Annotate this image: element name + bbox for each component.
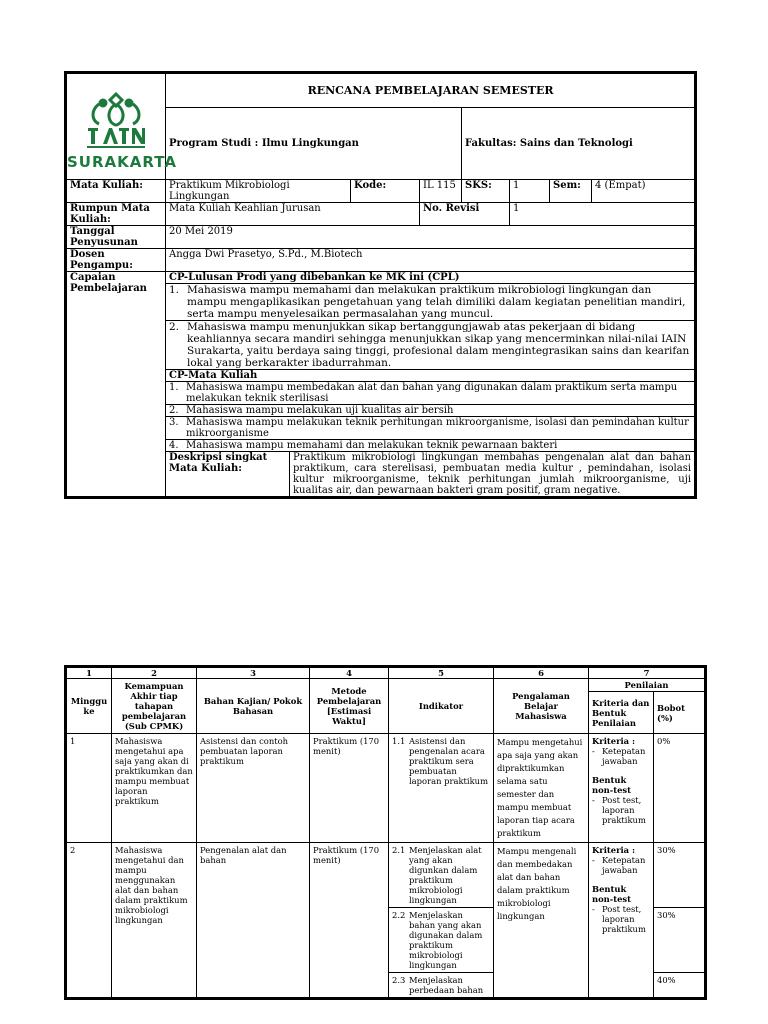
deskripsi-label: Deskripsi singkat Mata Kuliah:	[166, 452, 290, 498]
header-bobot: Bobot (%)	[654, 692, 706, 734]
kriteria-item: Ketepatan jawaban	[602, 746, 646, 766]
kode-label: Kode:	[354, 180, 387, 191]
cpmk-text: Mahasiswa mampu memahami dan melakukan teknik pewarnaan bakteri	[186, 440, 558, 451]
deskripsi-value: Praktikum mikrobiologi lingkungan membahas pengenalan alat dan bahan praktikum, cara sterelisasi, pembuatan media kultur , pemindahan, isolasi kultur mikroorganisme, teknik perhitungan jumlah mikroorganisme, uji kualitas air, dan pewarnaan bakteri gram positif, gram negative.	[290, 452, 696, 498]
header-bahan: Bahan Kajian/ Pokok Bahasan	[197, 679, 310, 734]
bobot-cell: 0%	[654, 734, 706, 843]
indikator-text: Menjelaskan alat yang akan digunkan dalam praktikum mikrobiologi lingkungan	[409, 845, 482, 905]
bentuk-item: Post test, laporan praktikum	[602, 795, 646, 825]
cpmk-heading: CP-Mata Kuliah	[166, 370, 696, 382]
cpmk-item-3	[166, 417, 696, 440]
indikator-text: Menjelaskan perbedaan bahan	[409, 975, 484, 995]
rps-header-table	[64, 71, 697, 499]
kemampuan-cell: Mahasiswa mengetahui apa saja yang akan di praktikumkan dan mampu membuat laporan praktikum	[112, 734, 197, 843]
header-penilaian: Penilaian	[589, 679, 706, 692]
indikator-number: 1.1	[392, 736, 406, 746]
header-metode: Metode Pembelajaran [Estimasi Waktu]	[310, 679, 389, 734]
mata-kuliah-label: Mata Kuliah:	[66, 180, 166, 203]
bobot-cell: 30%	[654, 908, 706, 973]
bentuk-item: Post test, laporan praktikum	[602, 904, 646, 934]
list-item: - Post test, laporan praktikum	[592, 795, 650, 825]
cpmk-number: 3.	[169, 417, 179, 428]
col-number: 7	[589, 667, 706, 679]
cpmk-text: Mahasiswa mampu membedakan alat dan bahan yang digunakan dalam praktikum serta mampu melakukan teknik sterilisasi	[186, 382, 678, 404]
indikator-cell	[389, 734, 494, 843]
sks-value: 1	[510, 180, 550, 203]
header-pengalaman: Pengalaman Belajar Mahasiswa	[494, 679, 589, 734]
col-number: 4	[310, 667, 389, 679]
bentuk-label: Bentuk non-test	[592, 775, 632, 795]
sem-label: Sem:	[550, 180, 592, 203]
kemampuan-cell: Mahasiswa mengetahui dan mampu menggunakan alat dan bahan dalam praktikum mikrobiologi lingkungan	[112, 843, 197, 999]
kriteria-item: Ketepatan jawaban	[602, 855, 646, 875]
indikator-cell	[389, 843, 494, 908]
tanggal-label: Tanggal Penyusunan	[66, 226, 166, 249]
dosen-label: Dosen Pengampu:	[66, 249, 166, 272]
bobot-cell: 40%	[654, 973, 706, 999]
header-kriteria: Kriteria dan Bentuk Penilaian	[589, 692, 654, 734]
indikator-text: Asistensi dan pengenalan acara praktikum sera pembuatan laporan praktikum	[409, 736, 489, 786]
header-indikator: Indikator	[389, 679, 494, 734]
document-title: RENCANA PEMBELAJARAN SEMESTER	[166, 73, 696, 108]
header-kemampuan: Kemampuan Akhir tiap tahapan pembelajaran (Sub CPMK)	[112, 679, 197, 734]
col-number: 1	[66, 667, 112, 679]
cpmk-text: Mahasiswa mampu melakukan uji kualitas air bersih	[186, 405, 454, 416]
kriteria-label: Kriteria :	[592, 736, 636, 746]
dosen-value: Angga Dwi Prasetyo, S.Pd., M.Biotech	[166, 249, 696, 272]
revisi-value: 1	[510, 203, 696, 226]
mata-kuliah-value: Praktikum Mikrobiologi Lingkungan	[166, 180, 351, 202]
iain-surakarta-logo-icon	[81, 90, 151, 152]
logo-city-text: SURAKARTA	[67, 152, 177, 171]
cpl-item-1	[166, 284, 696, 321]
tanggal-value: 20 Mei 2019	[166, 226, 696, 249]
kriteria-label: Kriteria :	[592, 845, 636, 855]
pengalaman-cell: Mampu mengetahui apa saja yang akan dipraktikumkan selama satu semester dan mampu membuat laporan tiap acara praktikum	[494, 734, 589, 843]
indikator-text: Menjelaskan bahan yang akan digunakan dalam praktikum mikrobiologi lingkungan	[409, 910, 483, 970]
bahan-cell: Pengenalan alat dan bahan	[197, 843, 310, 999]
program-studi: Program Studi : Ilmu Lingkungan	[166, 108, 462, 180]
bentuk-label: Bentuk non-test	[592, 884, 632, 904]
cpmk-item-1	[166, 382, 696, 405]
bahan-cell: Asistensi dan contoh pembuatan laporan praktikum	[197, 734, 310, 843]
kode-value: IL 115	[420, 180, 462, 203]
list-item: - Ketepatan jawaban	[592, 855, 650, 875]
list-item: - Ketepatan jawaban	[592, 746, 650, 766]
col-number: 3	[197, 667, 310, 679]
fakultas: Fakultas: Sains dan Teknologi	[462, 108, 696, 180]
minggu-cell: 1	[66, 734, 112, 843]
capaian-label: Capaian Pembelajaran	[66, 272, 166, 498]
col-number: 2	[112, 667, 197, 679]
cpmk-text: Mahasiswa mampu melakukan teknik perhitungan mikroorganisme, isolasi dan pemindahan kultur mikroorganisme	[186, 417, 689, 439]
sem-value: 4 (Empat)	[592, 180, 696, 203]
table-row	[66, 734, 706, 843]
pengalaman-cell: Mampu mengenali dan membedakan alat dan bahan dalam praktikum mikrobiologi lingkungan	[494, 843, 589, 999]
indikator-cell	[389, 908, 494, 973]
bobot-cell: 30%	[654, 843, 706, 908]
col-number: 5	[389, 667, 494, 679]
cpl-text: Mahasiswa mampu memahami dan melakukan praktikum mikrobiologi lingkungan dan mampu mengaplikasikan pengetahuan yang telah dimiliki dalam kegiatan penelitian mandiri, serta mampu menyelesaikan permasalahan yang muncul.	[187, 284, 686, 320]
cpmk-number: 1.	[169, 382, 179, 393]
kriteria-cell	[589, 843, 654, 999]
cpl-heading: CP-Lulusan Prodi yang dibebankan ke MK ini (CPL)	[166, 272, 696, 284]
mata-kuliah-group	[166, 180, 420, 203]
col-number: 6	[494, 667, 589, 679]
metode-cell: Praktikum (170 menit)	[310, 843, 389, 999]
kriteria-cell	[589, 734, 654, 843]
indikator-number: 2.3	[392, 975, 406, 985]
sks-label: SKS:	[462, 180, 510, 203]
learning-plan-table	[64, 665, 707, 1000]
indikator-number: 2.2	[392, 910, 406, 920]
rumpun-label: Rumpun Mata Kuliah:	[66, 203, 166, 226]
metode-cell: Praktikum (170 menit)	[310, 734, 389, 843]
header-minggu: Minggu ke	[66, 679, 112, 734]
logo-cell	[66, 73, 177, 180]
indikator-cell	[389, 973, 494, 999]
minggu-cell: 2	[66, 843, 112, 999]
cpl-number: 1.	[169, 284, 180, 296]
cpl-text: Mahasiswa mampu menunjukkan sikap bertanggungjawab atas pekerjaan di bidang keahliannya secara mandiri sehingga menunjukkan sikap yang mencerminkan nilai-nilai IAIN Surakarta, yaitu berdaya saing tinggi, profesional dalam mengintegrasikan sains dan kearifan lokal yang berkarakter ibadurrahman.	[187, 321, 690, 369]
list-item: - Post test, laporan praktikum	[592, 904, 650, 934]
cpmk-item-4	[166, 440, 696, 452]
cpmk-item-2	[166, 405, 696, 417]
revisi-label: No. Revisi	[420, 203, 510, 226]
indikator-number: 2.1	[392, 845, 406, 855]
cpl-number: 2.	[169, 321, 180, 333]
rumpun-value: Mata Kuliah Keahlian Jurusan	[166, 203, 420, 226]
table-row	[66, 843, 706, 908]
cpmk-number: 4.	[169, 440, 179, 451]
cpl-item-2	[166, 321, 696, 370]
cpmk-number: 2.	[169, 405, 179, 416]
